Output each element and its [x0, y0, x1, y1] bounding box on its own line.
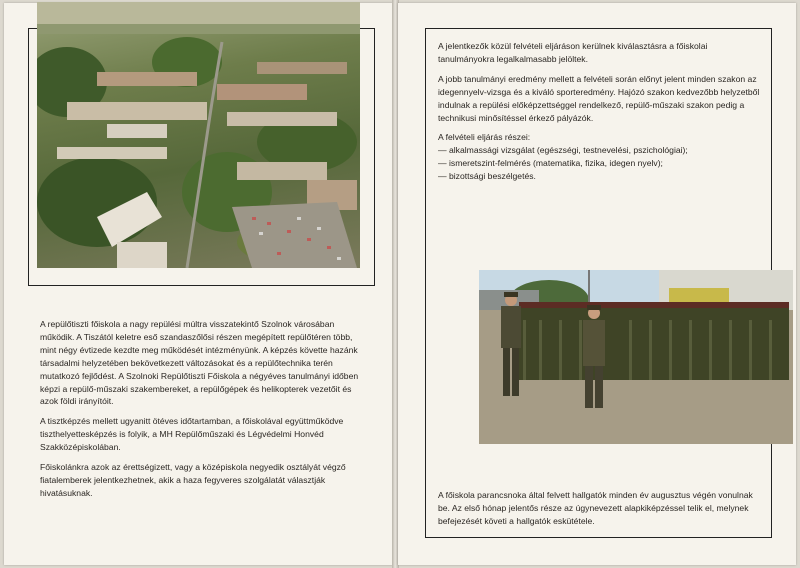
- selection-paragraph: A jelentkezők közül felvételi eljáráson kerülnek kiválasztásra a főiskolai tanulmányokra legalkalmasabb jelöltek.: [438, 41, 708, 64]
- nco-training-paragraph: A tisztképzés mellett ugyanitt ötéves időtartamban, a főiskolával együttműködve tiszthelyettesképzés is folyik, a MH Repülőműszaki és Légvédelmi Honvéd Szakközépiskolában.: [40, 416, 344, 453]
- right-page-text: [438, 40, 760, 183]
- list-item: — bizottsági beszélgetés.: [438, 171, 536, 182]
- parade-photo: [479, 270, 793, 444]
- procedure-list: [438, 144, 760, 183]
- caption-text: A főiskola parancsnoka által felvett hallgatók minden év augusztus végén vonulnak be. Az első hónap jelentős része az úgynevezett alapkiképzéssel telik el, melynek befejezését követi a hallgatók eskütétele.: [438, 490, 753, 526]
- list-item: — alkalmassági vizsgálat (egészségi, testnevelési, pszichológiai);: [438, 145, 688, 156]
- aerial-photo-illustration: [37, 2, 360, 268]
- procedure-list-title: A felvételi eljárás részei:: [438, 132, 531, 143]
- eligibility-paragraph: Főiskolánkra azok az érettségizett, vagy a középiskola negyedik osztályát végző fiatalemberek jelentkezhetnek, akik a haza fegyveres szolgálatát választják hivatásuknak.: [40, 462, 346, 498]
- left-page-text: [40, 318, 360, 507]
- parade-caption: [438, 489, 760, 535]
- aerial-campus-photo: [37, 2, 360, 268]
- list-item: — ismeretszint-felmérés (matematika, fizika, idegen nyelv);: [438, 158, 663, 169]
- intro-paragraph: A repülőtiszti főiskola a nagy repülési múltra visszatekintő Szolnok városában működik. A Tiszától keletre eső szandaszőlősi részen megépített repülőtéren több, mint négy évtizede kezdte meg működését intézményünk. A képzés követte hazánk társadalmi helyzetében bekövetkezett változásokat és a repülőtechnika terén mutatkozó fejlődést. A Szolnoki Repülőtiszti Főiskola a négyéves tanulmányi időben képzi a repülő-műszaki szakembereket, a repülőgépek és helikopterek vezetőit és azok földi irányítóit.: [40, 319, 359, 407]
- advantage-paragraph: A jobb tanulmányi eredmény mellett a felvételi során előnyt jelent minden szakon az idegennyelv-vizsga és a kiváló sporteredmény. Hajózó szakon kedvezőbb helyzetből indulnak a repülési előképzettséggel rendelkező, repülő-műszaki szakon pedig a technikusi minősítéssel érkező pályázók.: [438, 73, 760, 123]
- parade-photo-illustration: [479, 270, 793, 444]
